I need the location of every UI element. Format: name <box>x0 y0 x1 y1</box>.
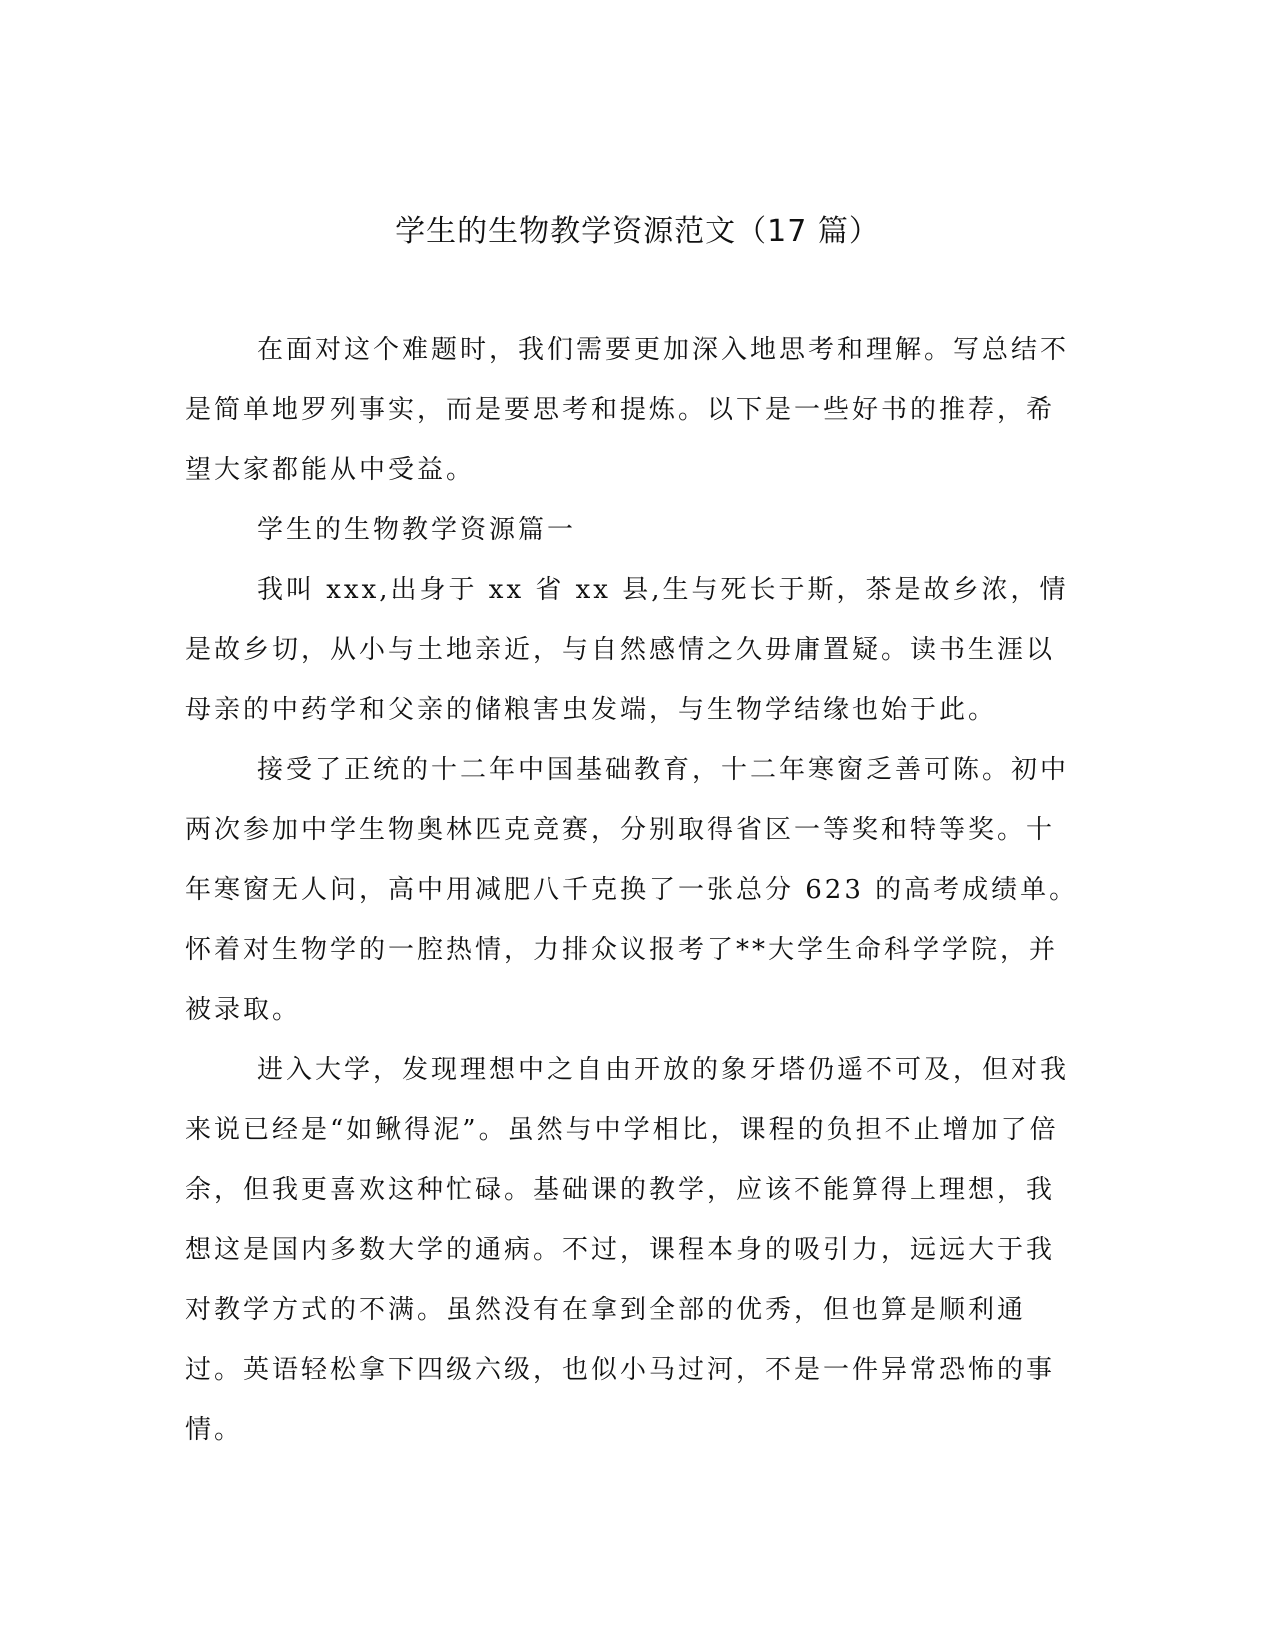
section-heading: 学生的生物教学资源篇一 <box>257 515 577 545</box>
document-body <box>185 320 1080 1460</box>
body-paragraph: 接受了正统的十二年中国基础教育，十二年寒窗乏善可陈。初中两次参加中学生物奥林匹克竞赛，分别取得省区一等奖和特等奖。十年寒窗无人问，高中用减肥八千克换了一张总分 623 的高考成绩单。怀着对生物学的一腔热情，力排众议报考了**大学生命科学学院，并被录取。 <box>185 755 1079 1025</box>
intro-paragraph: 在面对这个难题时，我们需要更加深入地思考和理解。写总结不是简单地罗列事实，而是要思考和提炼。以下是一些好书的推荐，希望大家都能从中受益。 <box>185 335 1070 485</box>
document-title: 学生的生物教学资源范文（17 篇） <box>395 214 880 249</box>
body-paragraph: 进入大学，发现理想中之自由开放的象牙塔仍遥不可及，但对我来说已经是“如鳅得泥”。虽然与中学相比，课程的负担不止增加了倍余，但我更喜欢这种忙碌。基础课的教学，应该不能算得上理想，我想这是国内多数大学的通病。不过，课程本身的吸引力，远远大于我对教学方式的不满。虽然没有在拿到全部的优秀，但也算是顺利通过。英语轻松拿下四级六级，也似小马过河，不是一件异常恐怖的事情。 <box>185 1055 1070 1445</box>
body-paragraph: 我叫 xxx,出身于 xx 省 xx 县,生与死长于斯，茶是故乡浓，情是故乡切，从小与土地亲近，与自然感情之久毋庸置疑。读书生涯以母亲的中药学和父亲的储粮害虫发端，与生物学结缘也始于此。 <box>185 575 1069 725</box>
